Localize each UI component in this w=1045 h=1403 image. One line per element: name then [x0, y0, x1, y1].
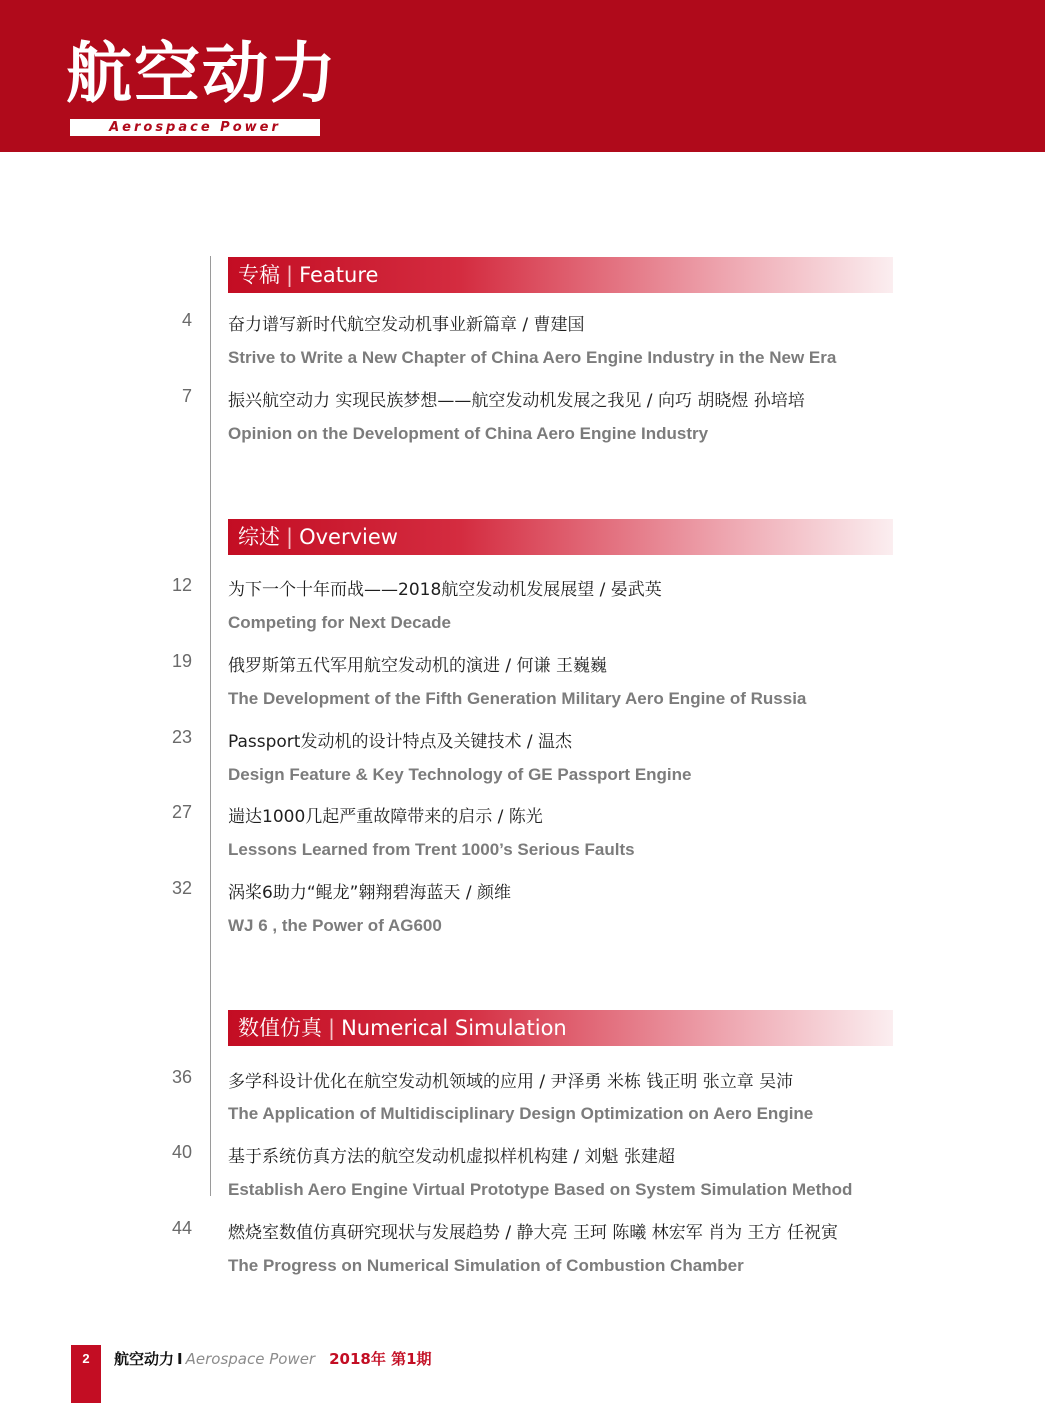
toc-article-title-cn[interactable]: Passport发动机的设计特点及关键技术 / 温杰 — [228, 732, 573, 752]
toc-page-number: 40 — [171, 1142, 192, 1162]
section-title: 数值仿真 | Numerical Simulation — [238, 1016, 567, 1040]
toc-article-title-en[interactable]: The Application of Multidisciplinary Design Optimization on Aero Engine — [228, 1104, 814, 1123]
toc-article-title-cn[interactable]: 多学科设计优化在航空发动机领域的应用 / 尹泽勇 米栋 钱正明 张立章 吴沛 — [228, 1072, 794, 1092]
toc-page-number: 32 — [171, 878, 192, 898]
footer-running-title — [114, 1349, 432, 1369]
journal-logo: 航空动力 — [66, 35, 338, 112]
journal-logo-english: Aerospace Power — [70, 119, 320, 136]
toc-article-title-en[interactable]: Competing for Next Decade — [228, 613, 451, 632]
toc-page-number: 44 — [171, 1218, 192, 1238]
toc-article-title-en[interactable]: Opinion on the Development of China Aero Engine Industry — [228, 424, 709, 443]
toc-page-number: 27 — [171, 802, 192, 822]
toc-page-number: 36 — [171, 1067, 192, 1087]
toc-article-title-en[interactable]: Establish Aero Engine Virtual Prototype Based on System Simulation Method — [228, 1180, 853, 1199]
section-header-numerical-simulation — [228, 1010, 893, 1046]
toc-article-title-en[interactable]: Design Feature & Key Technology of GE Passport Engine — [228, 765, 692, 784]
toc-article-title-cn[interactable]: 奋力谱写新时代航空发动机事业新篇章 / 曹建国 — [228, 315, 585, 335]
toc-article-title-en[interactable]: Lessons Learned from Trent 1000’s Serious Faults — [228, 840, 635, 859]
toc-article-title-cn[interactable]: 俄罗斯第五代军用航空发动机的演进 / 何谦 王巍巍 — [228, 656, 607, 676]
footer-issue: 2018年 第1期 — [329, 1350, 432, 1368]
toc-page-number: 7 — [181, 386, 192, 406]
section-title: 综述 | Overview — [238, 525, 398, 549]
toc-page-number: 4 — [181, 310, 192, 330]
toc-article-title-cn[interactable]: 为下一个十年而战——2018航空发动机发展展望 / 晏武英 — [228, 580, 662, 600]
section-header-overview — [228, 519, 893, 555]
footer-journal-cn: 航空动力 — [114, 1350, 175, 1368]
toc-divider-line — [210, 256, 211, 1196]
footer-journal-en: Aerospace Power — [185, 1350, 316, 1368]
toc-article-title-en[interactable]: Strive to Write a New Chapter of China Aero Engine Industry in the New Era — [228, 348, 837, 367]
footer-page-number: 2 — [82, 1351, 90, 1366]
toc-article-title-cn[interactable]: 振兴航空动力 实现民族梦想——航空发动机发展之我见 / 向巧 胡晓煜 孙培培 — [228, 391, 805, 411]
toc-article-title-cn[interactable]: 涡桨6助力“鲲龙”翱翔碧海蓝天 / 颜维 — [228, 883, 511, 903]
footer-page-tab — [71, 1345, 101, 1403]
section-header-feature — [228, 257, 893, 293]
toc-article-title-en[interactable]: WJ 6 , the Power of AG600 — [228, 916, 442, 935]
toc-article-title-cn[interactable]: 燃烧室数值仿真研究现状与发展趋势 / 静大亮 王珂 陈曦 林宏军 肖为 王方 任祝寅 — [228, 1223, 838, 1243]
toc-article-title-cn[interactable]: 遄达1000几起严重故障带来的启示 / 陈光 — [228, 807, 543, 827]
toc-article-title-en[interactable]: The Progress on Numerical Simulation of Combustion Chamber — [228, 1256, 744, 1275]
footer-separator: I — [177, 1350, 183, 1368]
toc-article-title-cn[interactable]: 基于系统仿真方法的航空发动机虚拟样机构建 / 刘魁 张建超 — [228, 1147, 675, 1167]
header-band — [0, 0, 1045, 152]
toc-page-number: 12 — [171, 575, 192, 595]
section-title: 专稿 | Feature — [238, 263, 379, 287]
toc-article-title-en[interactable]: The Development of the Fifth Generation Military Aero Engine of Russia — [228, 689, 807, 708]
toc-page-number: 19 — [171, 651, 192, 671]
toc-page-number: 23 — [171, 727, 192, 747]
